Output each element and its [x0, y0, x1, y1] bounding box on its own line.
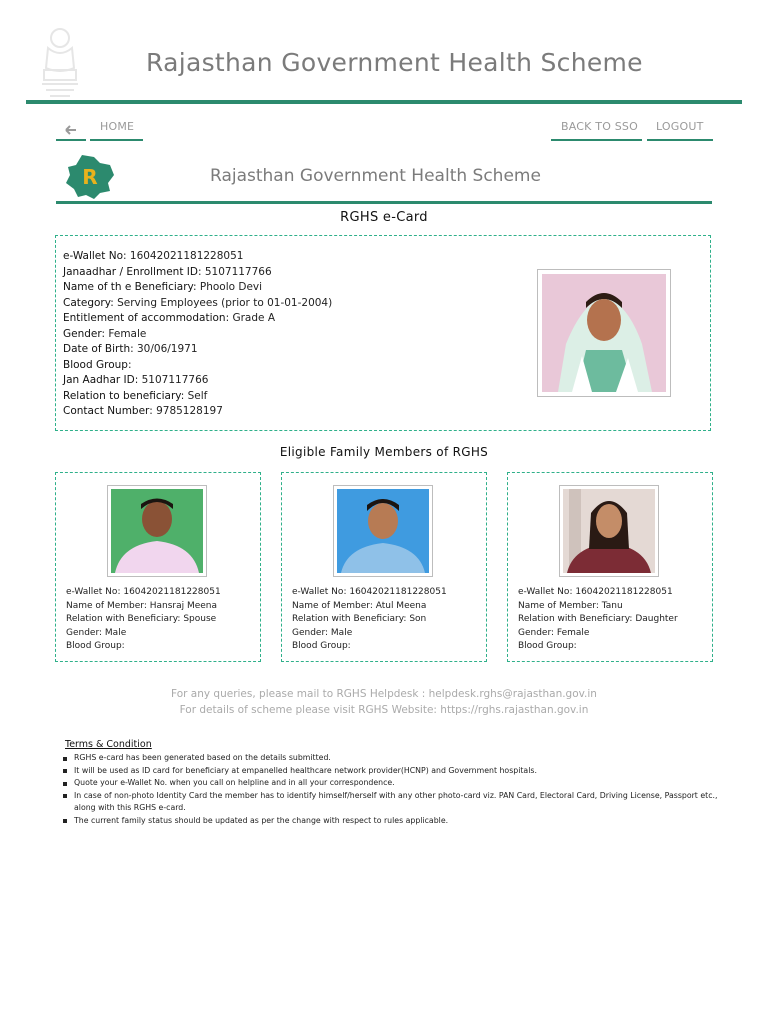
member-name: Name of Member: Hansraj Meena	[66, 600, 218, 611]
field-dob: Date of Birth: 30/06/1971	[63, 343, 198, 355]
member-gender: Gender: Male	[292, 627, 353, 638]
field-beneficiary-name: Name of th e Beneficiary: Phoolo Devi	[63, 281, 263, 293]
svg-text:R: R	[82, 165, 98, 189]
helpdesk-email-text: For any queries, please mail to RGHS Helpdesk : helpdesk.rghs@rajasthan.gov.in	[171, 688, 597, 700]
logout-underline	[647, 139, 713, 141]
field-contact: Contact Number: 9785128197	[63, 405, 223, 417]
terms-heading: Terms & Condition	[65, 739, 152, 750]
rajasthan-map-logo-icon	[64, 153, 116, 201]
state-emblem-icon	[34, 24, 86, 102]
member-blood-group: Blood Group:	[518, 641, 577, 651]
helpdesk-website-text: For details of scheme please visit RGHS Website: https://rghs.rajasthan.gov.in	[179, 704, 589, 716]
family-member-card	[55, 472, 261, 662]
field-jan-aadhar: Jan Aadhar ID: 5107117766	[63, 374, 209, 386]
site-title: Rajasthan Government Health Scheme	[146, 48, 643, 77]
card-title: Rajasthan Government Health Scheme	[210, 166, 541, 186]
field-category: Category: Serving Employees (prior to 01-01-2004)	[63, 296, 333, 309]
family-heading: Eligible Family Members of RGHS	[279, 445, 489, 459]
back-to-sso-link[interactable]: BACK TO SSO	[561, 120, 638, 133]
member-gender: Gender: Male	[66, 627, 127, 638]
field-blood-group: Blood Group:	[63, 358, 132, 371]
member-name: Name of Member: Tanu	[518, 600, 623, 611]
header-divider	[26, 100, 742, 104]
member-wallet: e-Wallet No: 16042021181228051	[66, 587, 221, 597]
terms-list	[62, 752, 734, 828]
member-photo	[559, 485, 659, 577]
member-relation: Relation with Beneficiary: Daughter	[518, 614, 678, 624]
terms-item: In case of non-photo Identity Card the member has to identify himself/herself with any other photo-card viz. PAN Card, Electoral Card, Driving License, Passport etc., along with this RGHS e-card.	[74, 790, 734, 815]
field-relation: Relation to beneficiary: Self	[63, 389, 208, 402]
member-relation: Relation with Beneficiary: Son	[292, 614, 427, 624]
member-blood-group: Blood Group:	[292, 641, 351, 651]
member-gender: Gender: Female	[518, 627, 590, 638]
beneficiary-photo	[537, 269, 671, 397]
member-blood-group: Blood Group:	[66, 641, 125, 651]
sso-underline	[551, 139, 642, 141]
terms-item: It will be used as ID card for beneficiary at empanelled healthcare network provider(HCNP) and Government hospitals.	[74, 765, 734, 778]
field-gender: Gender: Female	[63, 327, 147, 340]
terms-item: The current family status should be updated as per the change with respect to rules applicable.	[74, 815, 734, 828]
card-divider	[56, 201, 712, 204]
member-photo	[333, 485, 433, 577]
home-underline	[90, 139, 143, 141]
member-wallet: e-Wallet No: 16042021181228051	[292, 587, 447, 597]
field-entitlement: Entitlement of accommodation: Grade A	[63, 312, 276, 324]
field-enrollment-id: Janaadhar / Enrollment ID: 5107117766	[63, 265, 272, 278]
logout-link[interactable]: LOGOUT	[656, 120, 704, 133]
member-wallet: e-Wallet No: 16042021181228051	[518, 587, 673, 597]
field-ewallet: e-Wallet No: 16042021181228051	[63, 250, 244, 262]
family-member-card	[281, 472, 487, 662]
family-member-card	[507, 472, 713, 662]
home-link[interactable]: HOME	[100, 120, 135, 133]
terms-item: RGHS e-card has been generated based on the details submitted.	[74, 752, 734, 765]
back-underline	[56, 139, 86, 141]
member-photo	[107, 485, 207, 577]
arrow-left-icon[interactable]	[56, 119, 86, 141]
ecard-heading: RGHS e-Card	[340, 210, 428, 225]
member-relation: Relation with Beneficiary: Spouse	[66, 614, 217, 624]
member-name: Name of Member: Atul Meena	[292, 600, 427, 611]
terms-item: Quote your e-Wallet No. when you call on helpline and in all your correspondence.	[74, 777, 734, 790]
